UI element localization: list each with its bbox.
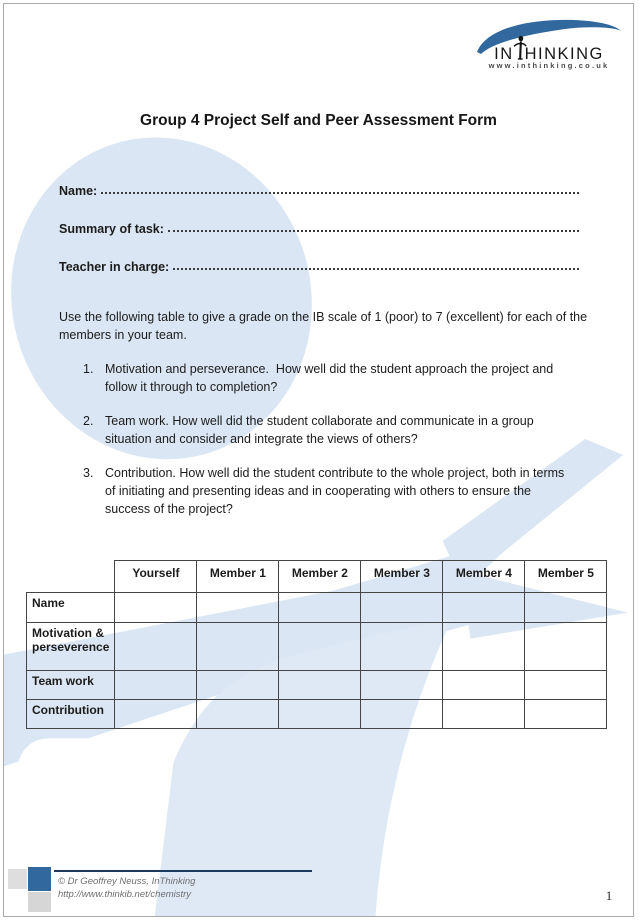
list-item xyxy=(83,360,591,396)
table-row xyxy=(27,700,607,729)
column-header-member3: Member 3 xyxy=(361,561,443,593)
list-item-text: Contribution. How well did the student contribute to the whole project, both in terms of initiating and presenting ideas and in cooperating with others to ensure the success of the project? xyxy=(105,466,568,516)
grade-cell xyxy=(525,623,607,671)
teacher-field-row xyxy=(59,253,579,274)
grade-cell xyxy=(525,700,607,729)
grade-cell xyxy=(279,593,361,623)
instructions-block xyxy=(59,308,591,534)
grade-cell xyxy=(197,593,279,623)
table-row xyxy=(27,671,607,700)
grade-cell xyxy=(361,700,443,729)
grade-cell xyxy=(197,700,279,729)
grade-cell xyxy=(525,593,607,623)
list-item-number: 3. xyxy=(83,466,94,480)
column-header-member4: Member 4 xyxy=(443,561,525,593)
logo-wordmark xyxy=(471,35,627,62)
list-item-text: Team work. How well did the student collaborate and communicate in a group situation and consider and integrate the views of others? xyxy=(105,414,538,446)
name-field-row xyxy=(59,177,579,198)
grading-table xyxy=(26,560,607,729)
grade-cell xyxy=(361,671,443,700)
footer-blue-square xyxy=(28,867,51,891)
list-item-number: 2. xyxy=(83,414,94,428)
grade-cell xyxy=(279,700,361,729)
column-header-member2: Member 2 xyxy=(279,561,361,593)
grade-cell xyxy=(115,593,197,623)
table-header-row xyxy=(27,561,607,593)
teacher-field-label: Teacher in charge: xyxy=(59,260,170,274)
column-header-member5: Member 5 xyxy=(525,561,607,593)
document-page xyxy=(3,3,634,917)
page-content xyxy=(4,4,633,916)
footer-divider-line xyxy=(54,870,312,872)
page-title: Group 4 Project Self and Peer Assessment Form xyxy=(140,112,497,129)
table-corner-cell xyxy=(27,561,115,593)
criteria-list xyxy=(83,360,591,518)
table-row xyxy=(27,623,607,671)
footer-gray-square xyxy=(28,892,51,912)
footer-credits xyxy=(58,875,195,901)
summary-dotted-line xyxy=(168,230,579,232)
summary-field-row xyxy=(59,215,579,236)
grade-cell xyxy=(361,593,443,623)
grade-cell xyxy=(443,671,525,700)
entry-fields xyxy=(59,177,579,291)
row-header-motivation: Motivation & perseverence xyxy=(27,623,115,671)
grade-cell xyxy=(361,623,443,671)
list-item xyxy=(83,412,591,448)
footer-url: http://www.thinkib.net/chemistry xyxy=(58,889,192,900)
row-header-name: Name xyxy=(27,593,115,623)
grade-cell xyxy=(115,671,197,700)
summary-field-label: Summary of task: xyxy=(59,222,164,236)
grade-cell xyxy=(443,623,525,671)
logo-text-left: IN xyxy=(494,44,514,63)
logo-text-right: HINKING xyxy=(524,44,604,63)
name-dotted-line xyxy=(101,192,579,194)
page-number: 1 xyxy=(605,888,613,903)
inthinking-logo xyxy=(471,18,627,72)
grade-cell xyxy=(197,623,279,671)
column-header-yourself: Yourself xyxy=(115,561,197,593)
grade-cell xyxy=(279,623,361,671)
list-item-number: 1. xyxy=(83,362,94,376)
logo-url: www.inthinking.co.uk xyxy=(488,61,610,70)
teacher-dotted-line xyxy=(173,268,579,270)
grade-cell xyxy=(197,671,279,700)
row-header-contribution: Contribution xyxy=(27,700,115,729)
grade-cell xyxy=(115,623,197,671)
grade-cell xyxy=(443,593,525,623)
list-item-text: Motivation and perseverance. How well did the student approach the project and follow it through to completion? xyxy=(105,362,557,394)
grade-cell xyxy=(525,671,607,700)
grade-cell xyxy=(115,700,197,729)
footer-copyright: © Dr Geoffrey Neuss, InThinking xyxy=(58,876,196,887)
intro-paragraph: Use the following table to give a grade on the IB scale of 1 (poor) to 7 (excellent) for each of the members in your team. xyxy=(59,310,588,342)
row-header-teamwork: Team work xyxy=(27,671,115,700)
table-row xyxy=(27,593,607,623)
list-item xyxy=(83,464,591,518)
column-header-member1: Member 1 xyxy=(197,561,279,593)
grade-cell xyxy=(443,700,525,729)
grade-cell xyxy=(279,671,361,700)
name-field-label: Name: xyxy=(59,184,98,198)
footer-gray-square xyxy=(8,869,27,889)
